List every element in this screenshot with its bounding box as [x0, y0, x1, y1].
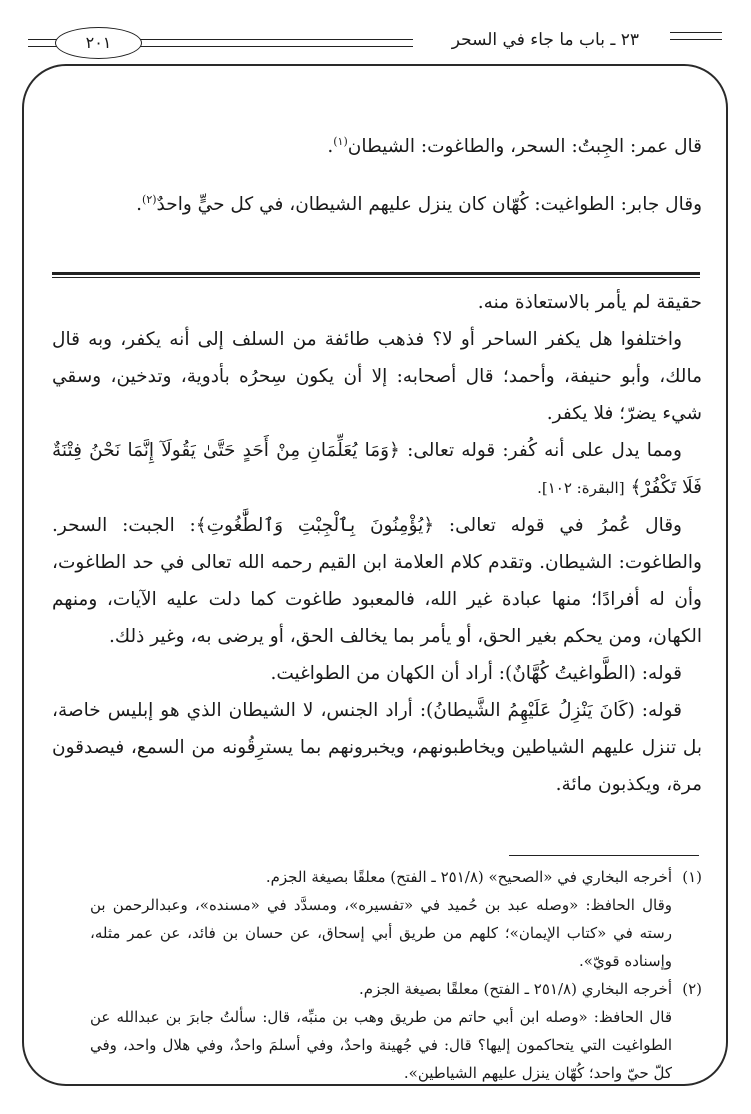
paragraph: وقال عُمرُ في قوله تعالى: ﴿يُؤْمِنُونَ بِٱلْجِبْتِ وَٱلطَّٰغُوتِ﴾: الجبت: السحر. والطاغوت: الشيطان. وتقدم كلام العلامة ابن القيم رحمه الله تعالى في حد الطاغوت، وأن له أفرادًا؛ منها عبادة غير الله، فالمعبود طاغوت كما دلت عليه الآيات، ومنهم الكهان، ومن يحكم بغير الحق، أو يأمر بما يخالف الحق، أو يرضى به، وغير ذلك.: [52, 515, 702, 647]
quoted-phrase: قوله: (الطَّواغيتُ كُهَّانٌ):: [498, 663, 682, 684]
commentary-text: [52, 284, 702, 803]
footnote-marker: (٢): [682, 980, 702, 998]
footnote-marker: (١): [682, 868, 702, 886]
quran-verse: ﴿يُؤْمِنُونَ بِٱلْجِبْتِ وَٱلطَّٰغُوتِ﴾: [195, 515, 435, 536]
verse-reference: [البقرة: ١٠٢].: [537, 479, 625, 497]
section-divider: [52, 272, 700, 275]
footnote-ref: (١): [333, 135, 348, 148]
footnote-separator: [509, 855, 699, 856]
paragraph: قوله: (كَانَ يَنْزِلُ عَلَيْهِمُ الشَّيطانُ): أراد الجنس، لا الشيطان الذي هو إبليس خاصة، بل تنزل عليهم الشياطين ويخاطبونهم، ويخبرونهم بما يسترِقُونه من السمع، فيصدقون مرة، ويكذبون مائة.: [52, 700, 702, 795]
footnote-line: أخرجه البخاري (٢٥١/٨ ـ الفتح) معلقًا بصيغة الجزم.: [359, 980, 672, 998]
quote-jabir: وقال جابر: الطواغيت: كُهّان كان ينزل عليهم الشيطان، في كل حيٍّ واحدٌ$^{(٢)}$.: [136, 193, 702, 216]
chapter-title: ٢٣ ـ باب ما جاء في السحر: [451, 30, 639, 50]
footnote-ref: (٢): [142, 193, 157, 207]
quoted-phrase: قوله: (كَانَ يَنْزِلُ عَلَيْهِمُ الشَّيطانُ):: [419, 700, 682, 721]
paragraph: واختلفوا هل يكفر الساحر أو لا؟ فذهب طائفة من السلف إلى أنه يكفر، وبه قال مالك، وأبو حنيفة، وأحمد؛ قال أصحابه: إلا أن يكون سِحرُه بأدوية، وتدخين، وسقي شيء يضرّ؛ فلا يكفر.: [52, 329, 702, 424]
header-rule-middle: [135, 39, 413, 47]
footnote-line: وقال الحافظ: «وصله عبد بن حُميد في «تفسيره»، ومسدَّد في «مسنده»، وعبدالرحمن بن رسته في «كتاب الإيمان»؛ كلهم من طريق أبي إسحاق، عن حسان بن فائد، عن عمر مثله، وإسناده قويّ».: [90, 896, 672, 970]
footnotes: [90, 863, 702, 1087]
header-rule-left: [28, 39, 58, 47]
footnote-2: [90, 975, 702, 1087]
header-rule-right: [670, 32, 722, 40]
page-number: ٢٠١: [55, 27, 142, 59]
footnote-1: [90, 863, 702, 975]
quran-verse: ﴿وَمَا يُعَلِّمَانِ مِنْ أَحَدٍ حَتَّىٰ يَقُولَآ إِنَّمَا نَحْنُ فِتْنَةٌ فَلَا تَكْفُرْ﴾: [52, 440, 702, 498]
quoted-text-block: [52, 123, 702, 239]
footnote-line: قال الحافظ: «وصله ابن أبي حاتم من طريق وهب بن منبِّه، قال: سألتُ جابرَ بن عبدالله عن الطواغيت التي يتحاكمون إليها؟ قال: في جُهينة واحدٌ، وفي أسلمَ واحدٌ، وفي هلال واحد، وفي كلّ حيّ واحد؛ كُهّان ينزل عليهم الشياطين».: [90, 1008, 672, 1082]
footnote-line: أخرجه البخاري في «الصحيح» (٢٥١/٨ ـ الفتح) معلقًا بصيغة الجزم.: [265, 868, 672, 886]
paragraph: حقيقة لم يأمر بالاستعاذة منه.: [477, 292, 702, 313]
quote-umar: قال عمر: الجِبتُ: السحر، والطاغوت: الشيطان$^{(١)}$.: [327, 135, 702, 158]
paragraph: قوله: (الطَّواغيتُ كُهَّانٌ): أراد أن الكهان من الطواغيت.: [270, 663, 682, 684]
paragraph: ومما يدل على أنه كُفر: قوله تعالى: ﴿وَمَا يُعَلِّمَانِ مِنْ أَحَدٍ حَتَّىٰ يَقُولَآ إِنَّمَا نَحْنُ فِتْنَةٌ فَلَا تَكْفُرْ﴾ [البقرة: ١٠٢].: [52, 440, 702, 498]
